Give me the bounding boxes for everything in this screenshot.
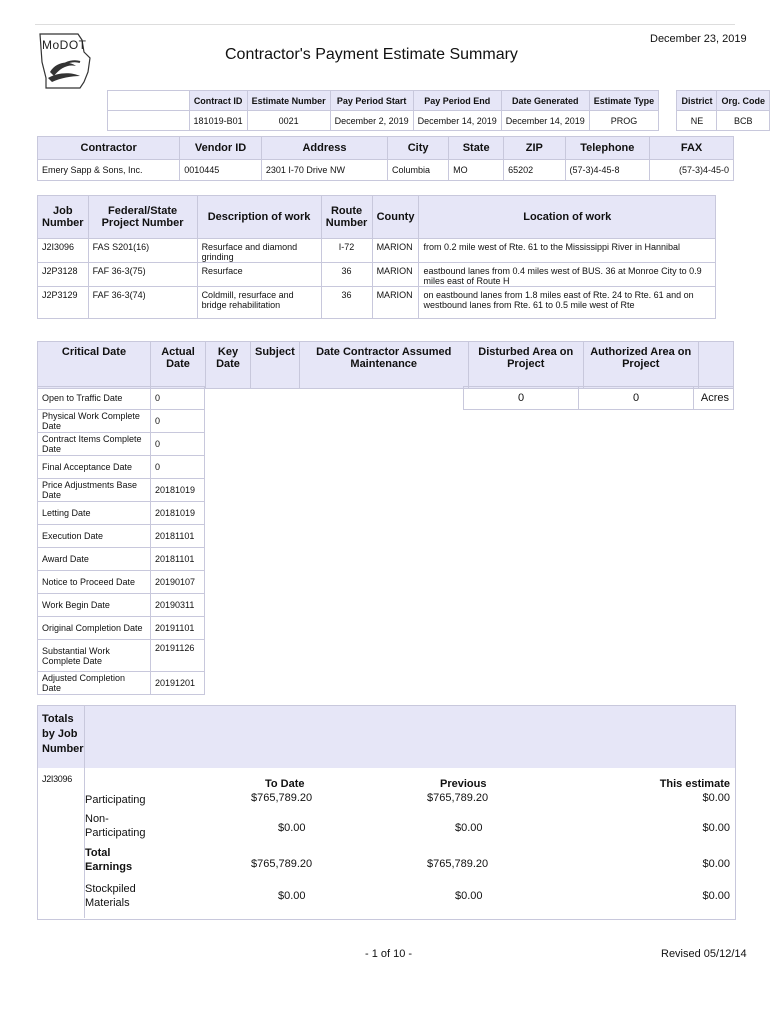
actual-date-header: Actual Date [151,342,206,389]
this-estimate-value: $0.00 [702,890,730,902]
telephone: (57-3)4-45-8 [565,160,650,181]
zip: 65202 [504,160,565,181]
project-number: FAF 36-3(74) [88,287,197,319]
critical-label: Final Acceptance Date [38,456,151,479]
critical-label: Substantial Work Complete Date [38,640,151,672]
zip-header: ZIP [504,137,565,160]
this-estimate-value: $0.00 [702,858,730,870]
pay-period-end-header: Pay Period End [413,91,501,111]
contractor-name: Emery Sapp & Sons, Inc. [38,160,180,181]
row-label: Participating [85,794,146,806]
job-number: J2P3129 [38,287,89,319]
location: on eastbound lanes from 1.8 miles east of Rte. 24 to Rte. 61 and on westbound lanes from Rte. 61 to 0.5 mile west of Rte [419,287,716,319]
to-date-value: $765,789.20 [251,858,313,870]
org-code: BCB [717,111,770,131]
critical-value: 20181019 [151,479,205,502]
job-number: J2P3128 [38,263,89,287]
address-header: Address [261,137,387,160]
state-header: State [449,137,504,160]
critical-value: 20181101 [151,548,205,571]
area-unit: Acres [694,387,734,410]
critical-label: Original Completion Date [38,617,151,640]
to-date-value: $0.00 [278,890,306,902]
date-generated-header: Date Generated [501,91,589,111]
disturbed-area: 0 [464,387,579,410]
totals-section [37,705,736,920]
city-header: City [388,137,449,160]
critical-value: 0 [151,456,205,479]
route-number: 36 [321,287,372,319]
totals-title: Totals by Job Number [42,713,84,755]
county: MARION [372,239,419,263]
critical-label: Work Begin Date [38,594,151,617]
previous-value: $765,789.20 [427,792,489,804]
page-number: - 1 of 10 - [365,948,413,960]
critical-value: 20181019 [151,502,205,525]
location: from 0.2 mile west of Rte. 61 to the Mississippi River in Hannibal [419,239,716,263]
job-number: J2I3096 [38,239,89,263]
county: MARION [372,287,419,319]
fax: (57-3)4-45-0 [650,160,734,181]
critical-value: 20191201 [151,672,205,695]
contract-id-header: Contract ID [189,91,247,111]
key-date-header: Key Date [206,342,251,389]
subject-header: Subject [251,342,300,389]
page-title: Contractor's Payment Estimate Summary [225,46,518,63]
estimate-type: PROG [589,111,658,131]
modot-logo [38,32,108,90]
location: eastbound lanes from 0.4 miles west of BUS. 36 at Monroe City to 0.9 miles east of Route H [419,263,716,287]
area-table [463,386,734,410]
top-rule [35,24,735,25]
critical-label: Execution Date [38,525,151,548]
city: Columbia [388,160,449,181]
pay-period-start: December 2, 2019 [330,111,413,131]
to-date-header: To Date [265,778,305,790]
critical-value: 0 [151,387,205,410]
critical-value: 20191101 [151,617,205,640]
district-header: District [677,91,717,111]
authorized-area-header: Authorized Area on Project [583,342,698,389]
location-header: Location of work [419,196,716,239]
description: Coldmill, resurface and bridge rehabilitation [197,287,321,319]
report-date: December 23, 2019 [650,33,747,45]
revised-date: Revised 05/12/14 [661,948,747,960]
description-header: Description of work [197,196,321,239]
critical-label: Notice to Proceed Date [38,571,151,594]
critical-value: 0 [151,433,205,456]
vendor-id: 0010445 [180,160,262,181]
to-date-value: $765,789.20 [251,792,313,804]
org-code-header: Org. Code [717,91,770,111]
description: Resurface [197,263,321,287]
critical-label: Contract Items Complete Date [38,433,151,456]
row-label: Non-Participating [85,813,146,839]
project-number-header: Federal/State Project Number [88,196,197,239]
address: 2301 I-70 Drive NW [261,160,387,181]
critical-dates-table [37,386,205,695]
previous-value: $765,789.20 [427,858,489,870]
contract-table [107,90,770,131]
state: MO [449,160,504,181]
date-generated: December 14, 2019 [501,111,589,131]
critical-label: Letting Date [38,502,151,525]
previous-value: $0.00 [455,890,483,902]
fax-header: FAX [650,137,734,160]
route-number: I-72 [321,239,372,263]
critical-value: 0 [151,410,205,433]
row-label: Stockpiled Materials [85,883,136,909]
critical-label: Adjusted Completion Date [38,672,151,695]
previous-header: Previous [440,778,487,790]
critical-label: Physical Work Complete Date [38,410,151,433]
previous-value: $0.00 [455,822,483,834]
logo-text: MoDOT [42,38,87,52]
pay-period-end: December 14, 2019 [413,111,501,131]
vendor-id-header: Vendor ID [180,137,262,160]
critical-value: 20191126 [151,640,205,672]
critical-label: Award Date [38,548,151,571]
this-estimate-value: $0.00 [702,792,730,804]
totals-inner [84,778,730,918]
pay-period-start-header: Pay Period Start [330,91,413,111]
critical-label: Price Adjustments Base Date [38,479,151,502]
critical-value: 20181101 [151,525,205,548]
maintenance-header: Date Contractor Assumed Maintenance [299,342,468,389]
contractor-table [37,136,734,181]
authorized-area: 0 [579,387,694,410]
critical-value: 20190107 [151,571,205,594]
estimate-type-header: Estimate Type [589,91,658,111]
totals-header [38,706,735,768]
contractor-header: Contractor [38,137,180,160]
project-number: FAF 36-3(75) [88,263,197,287]
job-table [37,195,716,319]
estimate-number-header: Estimate Number [247,91,330,111]
this-estimate-header: This estimate [659,778,730,790]
this-estimate-value: $0.00 [702,822,730,834]
row-label: Total Earnings [85,847,133,873]
critical-date-header: Critical Date [38,342,151,389]
disturbed-area-header: Disturbed Area on Project [468,342,583,389]
county-header: County [372,196,419,239]
route-number: 36 [321,263,372,287]
job-number-header: Job Number [38,196,89,239]
description: Resurface and diamond grinding [197,239,321,263]
county: MARION [372,263,419,287]
project-number: FAS S201(16) [88,239,197,263]
critical-header-table [37,341,734,389]
district: NE [677,111,717,131]
contract-id: 181019-B01 [189,111,247,131]
critical-value: 20190311 [151,594,205,617]
totals-job-number: J2I3096 [42,774,72,784]
critical-label: Open to Traffic Date [38,387,151,410]
telephone-header: Telephone [565,137,650,160]
to-date-value: $0.00 [278,822,306,834]
estimate-number: 0021 [247,111,330,131]
route-number-header: Route Number [321,196,372,239]
